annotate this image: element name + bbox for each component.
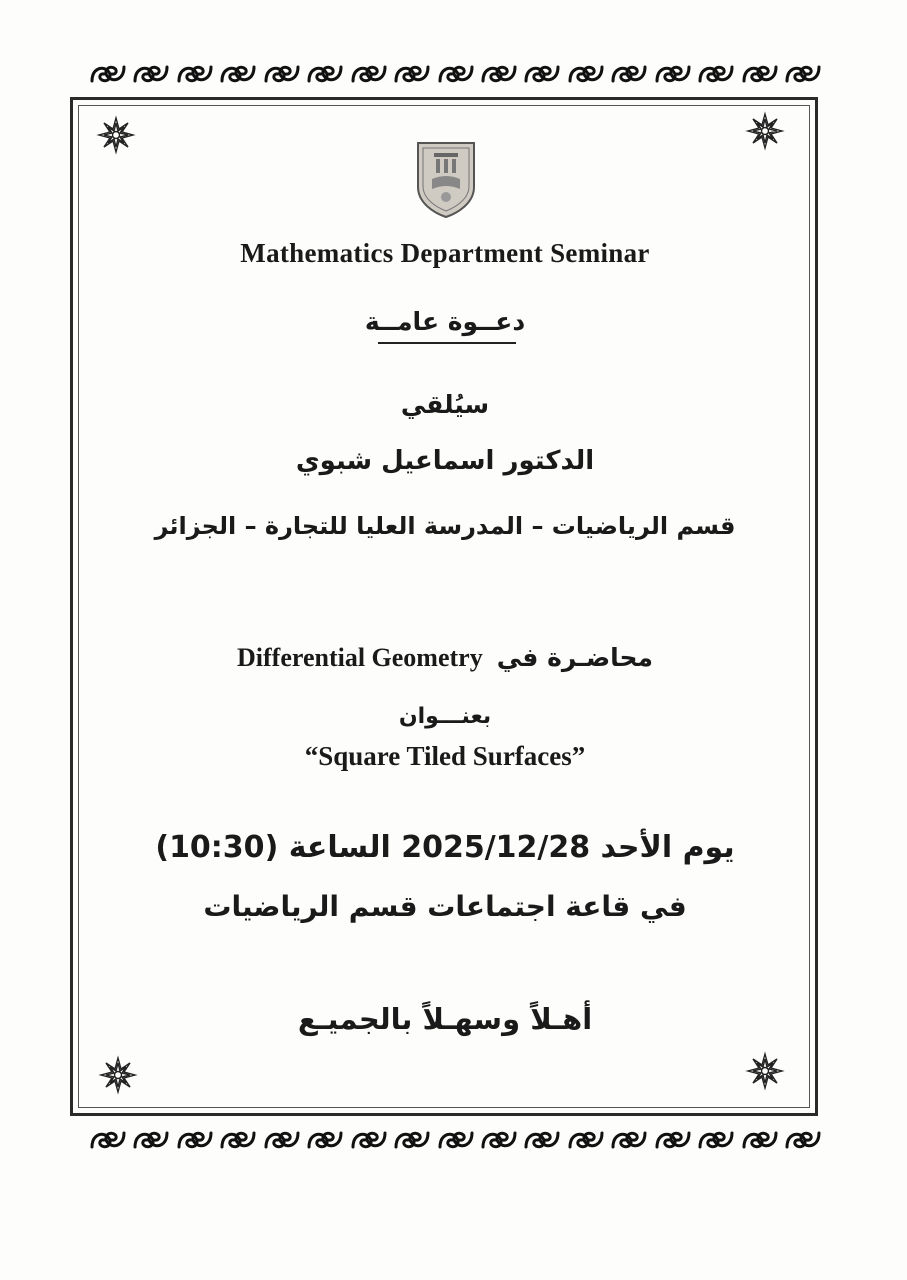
lecture-title: “Square Tiled Surfaces” [304,741,586,771]
scroll-ornament-icon [262,1125,302,1155]
lecture-line [80,643,810,673]
scroll-ornament-icon [566,59,606,89]
scroll-ornament-icon [131,59,171,89]
scroll-ornament-icon [175,1125,215,1155]
scroll-ornament-icon [349,59,389,89]
scroll-ornament-icon [653,1125,693,1155]
scroll-ornament-icon [479,1125,519,1155]
invitation-label: دعــوة عامــة [364,307,526,336]
scroll-ornament-icon [566,1125,606,1155]
department-title: Mathematics Department Seminar [240,238,650,268]
scroll-ornament-icon [783,59,823,89]
scroll-ornament-icon [175,59,215,89]
lecture-field: Differential Geometry [237,643,483,672]
scroll-ornament-icon [436,1125,476,1155]
star-flower-icon [745,1051,785,1091]
top-ornament-border [88,56,823,92]
scroll-ornament-icon [262,59,302,89]
scroll-ornament-icon [609,59,649,89]
scroll-ornament-icon [653,59,693,89]
lecture-prefix: محاضـرة في [496,643,653,672]
scroll-ornament-icon [88,1125,128,1155]
schedule-location: في قاعة اجتماعات قسم الرياضيات [203,890,687,923]
star-flower-icon [745,111,785,151]
scroll-ornament-icon [88,59,128,89]
scroll-ornament-icon [392,1125,432,1155]
scroll-ornament-icon [522,59,562,89]
scroll-ornament-icon [609,1125,649,1155]
scroll-ornament-icon [696,1125,736,1155]
bottom-ornament-border [88,1122,823,1158]
scroll-ornament-icon [436,59,476,89]
scroll-ornament-icon [305,59,345,89]
scroll-ornament-icon [783,1125,823,1155]
speaker-name: الدكتور اسماعيل شبوي [295,446,595,476]
scroll-ornament-icon [305,1125,345,1155]
welcome-message: أهـلاً وسهـلاً بالجميـع [297,1002,593,1036]
scroll-ornament-icon [131,1125,171,1155]
scroll-ornament-icon [349,1125,389,1155]
scroll-ornament-icon [392,59,432,89]
schedule-date-time: يوم الأحد 2025/12/28 الساعة (10:30) [155,830,735,865]
scroll-ornament-icon [479,59,519,89]
speaker-intro: سيُلقي [400,390,490,419]
scroll-ornament-icon [522,1125,562,1155]
scroll-ornament-icon [696,59,736,89]
university-seal-icon [414,137,478,219]
lecture-titled-label: بعنـــوان [398,704,492,729]
star-flower-icon [98,1055,138,1095]
scroll-ornament-icon [740,59,780,89]
star-flower-icon [96,115,136,155]
scroll-ornament-icon [218,59,258,89]
invitation-underline [378,342,516,344]
speaker-affiliation: قسم الرياضيات – المدرسة العليا للتجارة – الجزائر [154,512,736,540]
scroll-ornament-icon [218,1125,258,1155]
scroll-ornament-icon [740,1125,780,1155]
